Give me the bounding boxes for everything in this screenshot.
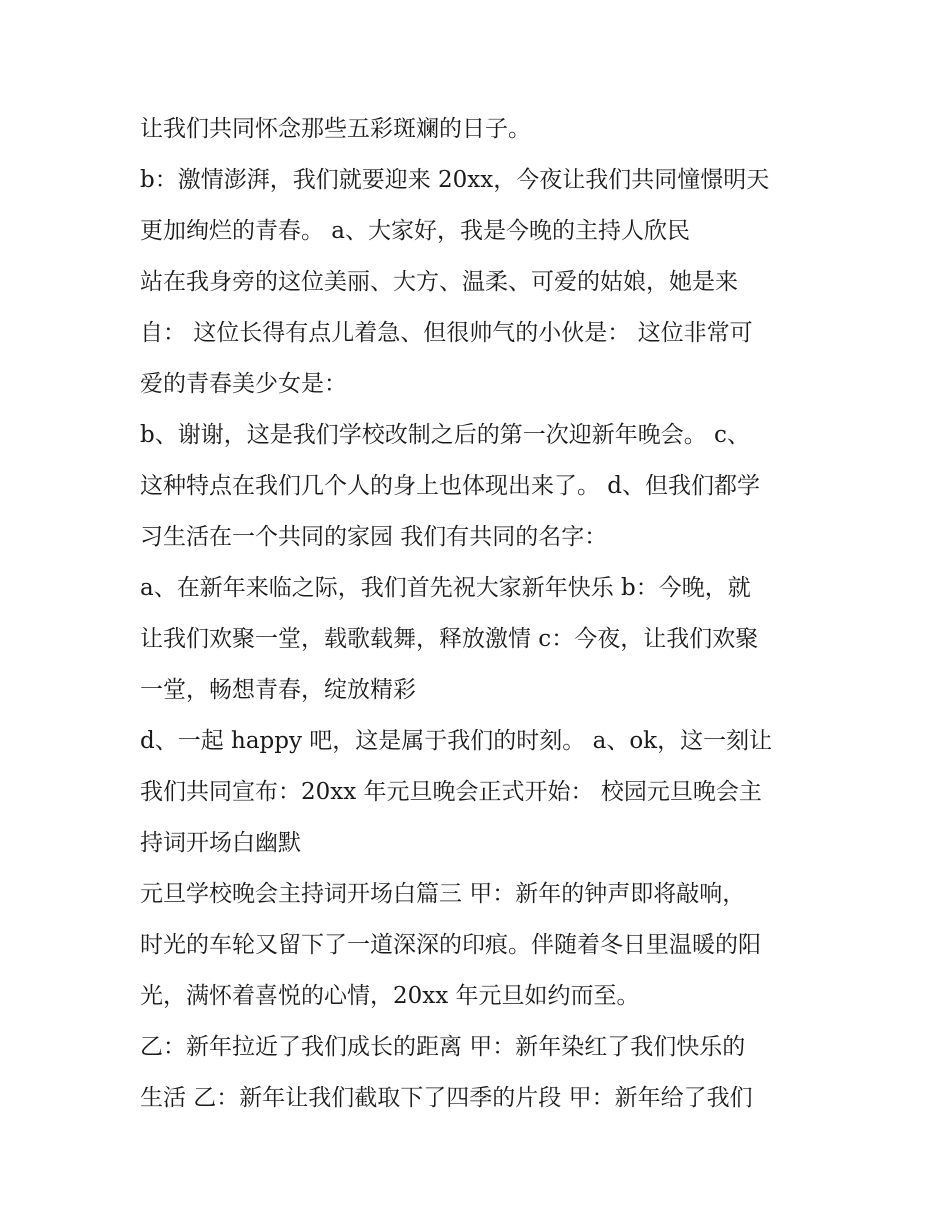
- text-line-19: 乙：新年拉近了我们成长的距离 甲：新年染红了我们快乐的: [140, 1034, 746, 1060]
- text-line-15: 持词开场白幽默: [140, 830, 301, 856]
- text-line-8: 这种特点在我们几个人的身上也体现出来了。 d、但我们都学: [140, 473, 761, 499]
- text-line-6: 爱的青春美少女是：: [140, 371, 347, 397]
- text-line-2: b：激情澎湃，我们就要迎来 20xx，今夜让我们共同憧憬明天: [140, 167, 770, 193]
- text-line-18: 光，满怀着喜悦的心情，20xx 年元旦如约而至。: [140, 983, 640, 1009]
- text-line-9: 习生活在一个共同的家园 我们有共同的名字：: [140, 524, 608, 550]
- text-line-17: 时光的车轮又留下了一道深深的印痕。伴随着冬日里温暖的阳: [140, 932, 761, 958]
- text-line-10: a、在新年来临之际，我们首先祝大家新年快乐 b：今晚，就: [140, 575, 751, 601]
- text-line-14: 我们共同宣布：20xx 年元旦晚会正式开始： 校园元旦晚会主: [140, 779, 762, 805]
- text-line-13: d、一起 happy 吧，这是属于我们的时刻。 a、ok，这一刻让: [140, 728, 773, 754]
- document-body: [140, 104, 830, 1124]
- text-line-5: 自： 这位长得有点儿着急、但很帅气的小伙是： 这位非常可: [140, 320, 753, 346]
- text-line-3: 更加绚烂的青春。 a、大家好，我是今晚的主持人欣民: [140, 218, 691, 244]
- text-line-12: 一堂，畅想青春，绽放精彩: [140, 677, 416, 703]
- text-line-11: 让我们欢聚一堂，载歌载舞，释放激情 c：今夜，让我们欢聚: [140, 626, 759, 652]
- text-line-16: 元旦学校晚会主持词开场白篇三 甲：新年的钟声即将敲响，: [140, 881, 746, 907]
- text-line-20: 生活 乙：新年让我们截取下了四季的片段 甲：新年给了我们: [140, 1085, 753, 1111]
- text-line-1: 让我们共同怀念那些五彩斑斓的日子。: [140, 116, 531, 142]
- text-line-4: 站在我身旁的这位美丽、大方、温柔、可爱的姑娘，她是来: [140, 269, 738, 295]
- text-line-7: b、谢谢，这是我们学校改制之后的第一次迎新年晚会。 c、: [140, 422, 750, 448]
